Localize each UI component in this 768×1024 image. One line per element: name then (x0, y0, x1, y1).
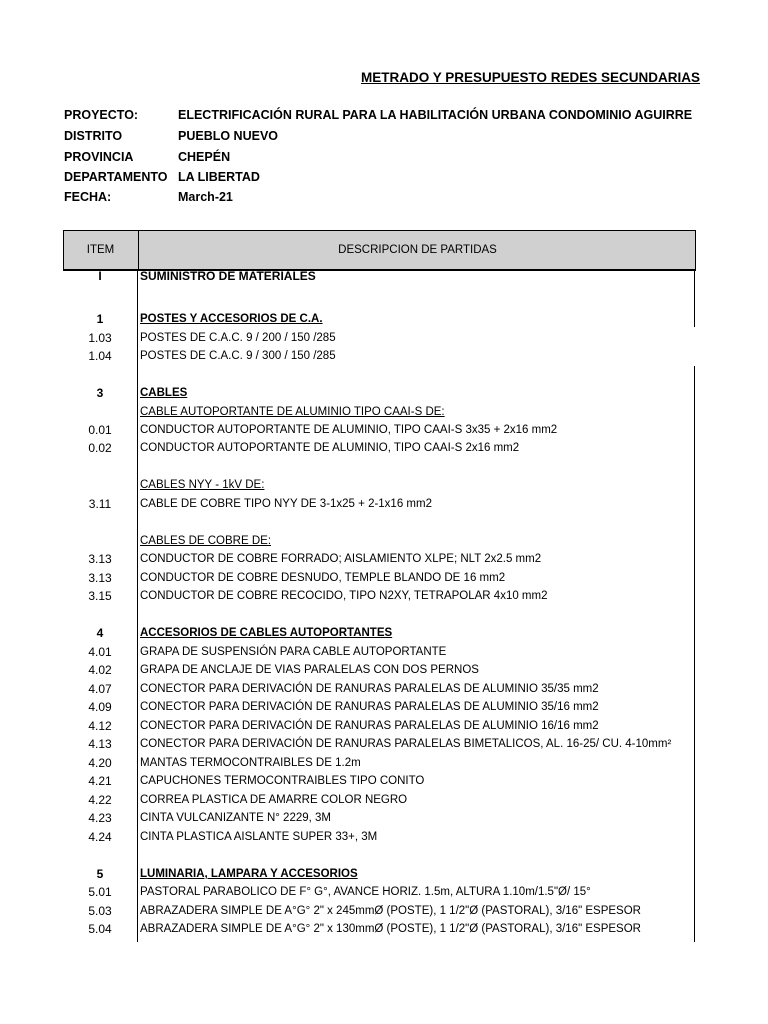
item-cell: 4.20 (88, 756, 112, 770)
table-header (63, 230, 696, 271)
meta-value: LA LIBERTAD (178, 170, 260, 184)
description-cell: ACCESORIOS DE CABLES AUTOPORTANTES (140, 627, 393, 639)
blank-row (63, 513, 696, 531)
table-row (63, 476, 696, 494)
blank-row (63, 458, 696, 476)
table-row (63, 329, 696, 347)
table-row (63, 310, 696, 328)
description-cell: CONDUCTOR AUTOPORTANTE DE ALUMINIO, TIPO CAAI-S 3x35 + 2x16 mm2 (140, 424, 558, 436)
description-cell: CABLE AUTOPORTANTE DE ALUMINIO TIPO CAAI-S DE: (140, 406, 445, 418)
table-row (63, 865, 696, 883)
description-cell: CABLE DE COBRE TIPO NYY DE 3-1x25 + 2-1x16 mm2 (140, 498, 432, 510)
description-cell: ABRAZADERA SIMPLE DE A°G° 2" x 130mmØ (POSTE), 1 1/2"Ø (PASTORAL), 3/16" ESPESOR (140, 923, 641, 935)
table-row (63, 587, 696, 605)
description-cell: CABLES DE COBRE DE: (140, 535, 272, 547)
description-cell: POSTES DE C.A.C. 9 / 300 / 150 /285 (140, 350, 336, 362)
table-row (63, 661, 696, 679)
description-cell: CONECTOR PARA DERIVACIÓN DE RANURAS PARALELAS BIMETALICOS, AL. 16-25/ CU. 4-10mm² (140, 738, 672, 750)
description-cell: CONECTOR PARA DERIVACIÓN DE RANURAS PARALELAS DE ALUMINIO 16/16 mm2 (140, 720, 599, 732)
header-item: ITEM (86, 244, 115, 256)
table-row (63, 772, 696, 790)
meta-label: PROYECTO: (64, 108, 139, 122)
table-row (63, 735, 696, 753)
meta-value: PUEBLO NUEVO (178, 129, 279, 143)
document-title: METRADO Y PRESUPUESTO REDES SECUNDARIAS (361, 70, 701, 85)
table-row (63, 643, 696, 661)
table-row (63, 495, 696, 513)
table-row (63, 569, 696, 587)
item-cell: 4.01 (88, 645, 112, 659)
description-cell: CONDUCTOR AUTOPORTANTE DE ALUMINIO, TIPO CAAI-S 2x16 mm2 (140, 442, 520, 454)
item-cell: 0.02 (88, 441, 112, 455)
item-cell: 4.07 (88, 682, 112, 696)
table-row (63, 902, 696, 920)
meta-label: DEPARTAMENTO (64, 170, 168, 184)
item-cell: 1.03 (88, 331, 112, 345)
table-row (63, 550, 696, 568)
table-row (63, 828, 696, 846)
table-row (63, 384, 696, 402)
item-cell: 3.13 (88, 571, 112, 585)
table-row (63, 698, 696, 716)
item-cell: 5.04 (88, 922, 112, 936)
item-cell: 4.12 (88, 719, 112, 733)
item-cell: 5 (96, 867, 104, 881)
blank-row (63, 846, 696, 864)
item-cell: 4.13 (88, 737, 112, 751)
table-row (63, 791, 696, 809)
item-cell: 3.15 (88, 589, 112, 603)
description-cell: GRAPA DE SUSPENSIÓN PARA CABLE AUTOPORTANTE (140, 646, 447, 658)
item-cell: 1 (96, 312, 104, 326)
description-cell: POSTES Y ACCESORIOS DE C.A. (140, 313, 323, 325)
item-cell: 4.22 (88, 793, 112, 807)
blank-row (63, 606, 696, 624)
description-cell: CORREA PLASTICA DE AMARRE COLOR NEGRO (140, 794, 408, 806)
description-cell: CINTA VULCANIZANTE N° 2229, 3M (140, 812, 331, 824)
item-cell: 0.01 (88, 423, 112, 437)
description-cell: CABLES NYY - 1kV DE: (140, 479, 265, 491)
item-cell: 4.21 (88, 774, 112, 788)
item-cell: 3.13 (88, 552, 112, 566)
description-cell: MANTAS TERMOCONTRAIBLES DE 1.2m (140, 757, 361, 769)
item-cell: 3 (96, 386, 104, 400)
table-row (63, 421, 696, 439)
meta-label: PROVINCIA (64, 150, 134, 164)
meta-label: DISTRITO (64, 129, 123, 143)
description-cell: CAPUCHONES TERMOCONTRAIBLES TIPO CONITO (140, 775, 425, 787)
description-cell: ABRAZADERA SIMPLE DE A°G° 2" x 245mmØ (POSTE), 1 1/2"Ø (PASTORAL), 3/16" ESPESOR (140, 905, 641, 917)
table-row (63, 347, 696, 365)
item-cell: 5.01 (88, 885, 112, 899)
table-row (63, 920, 696, 938)
meta-value: March-21 (178, 190, 233, 204)
blank-row (63, 366, 696, 384)
table-row (63, 439, 696, 457)
description-cell: CINTA PLASTICA AISLANTE SUPER 33+, 3M (140, 831, 378, 843)
item-cell: 3.11 (88, 497, 112, 511)
item-cell: 4.24 (88, 830, 112, 844)
table-row (63, 624, 696, 642)
item-cell: 4.23 (88, 811, 112, 825)
item-cell: 4.09 (88, 700, 112, 714)
table-row (63, 532, 696, 550)
description-cell: SUMINISTRO DE MATERIALES (140, 269, 316, 283)
description-cell: PASTORAL PARABOLICO DE F° G°, AVANCE HORIZ. 1.5m, ALTURA 1.10m/1.5"Ø/ 15° (140, 886, 591, 898)
description-cell: CONDUCTOR DE COBRE DESNUDO, TEMPLE BLANDO DE 16 mm2 (140, 572, 506, 584)
table-row (63, 717, 696, 735)
description-cell: POSTES DE C.A.C. 9 / 200 / 150 /285 (140, 332, 336, 344)
item-cell: 1.04 (88, 349, 112, 363)
description-cell: CONDUCTOR DE COBRE RECOCIDO, TIPO N2XY, TETRAPOLAR 4x10 mm2 (140, 590, 548, 602)
item-cell: 4 (96, 626, 104, 640)
table-row (63, 403, 696, 421)
description-cell: CONDUCTOR DE COBRE FORRADO; AISLAMIENTO XLPE; NLT 2x2.5 mm2 (140, 553, 542, 565)
description-cell: LUMINARIA, LAMPARA Y ACCESORIOS (140, 868, 358, 880)
header-description: DESCRIPCION DE PARTIDAS (138, 231, 696, 269)
meta-label: FECHA: (64, 190, 112, 204)
item-cell: I (98, 269, 102, 283)
table-row (63, 754, 696, 772)
meta-value: ELECTRIFICACIÓN RURAL PARA LA HABILITACIÓN URBANA CONDOMINIO AGUIRRE (178, 108, 693, 122)
description-cell: GRAPA DE ANCLAJE DE VIAS PARALELAS CON DOS PERNOS (140, 664, 479, 676)
description-cell: CONECTOR PARA DERIVACIÓN DE RANURAS PARALELAS DE ALUMINIO 35/35 mm2 (140, 683, 599, 695)
description-cell: CONECTOR PARA DERIVACIÓN DE RANURAS PARALELAS DE ALUMINIO 35/16 mm2 (140, 701, 599, 713)
item-cell: 4.02 (88, 663, 112, 677)
description-cell: CABLES (140, 387, 188, 399)
table-row (63, 809, 696, 827)
item-cell: 5.03 (88, 904, 112, 918)
table-row (63, 680, 696, 698)
table-row (63, 883, 696, 901)
meta-value: CHEPÉN (178, 150, 231, 164)
blank-row (63, 292, 696, 310)
table-row (63, 267, 696, 285)
